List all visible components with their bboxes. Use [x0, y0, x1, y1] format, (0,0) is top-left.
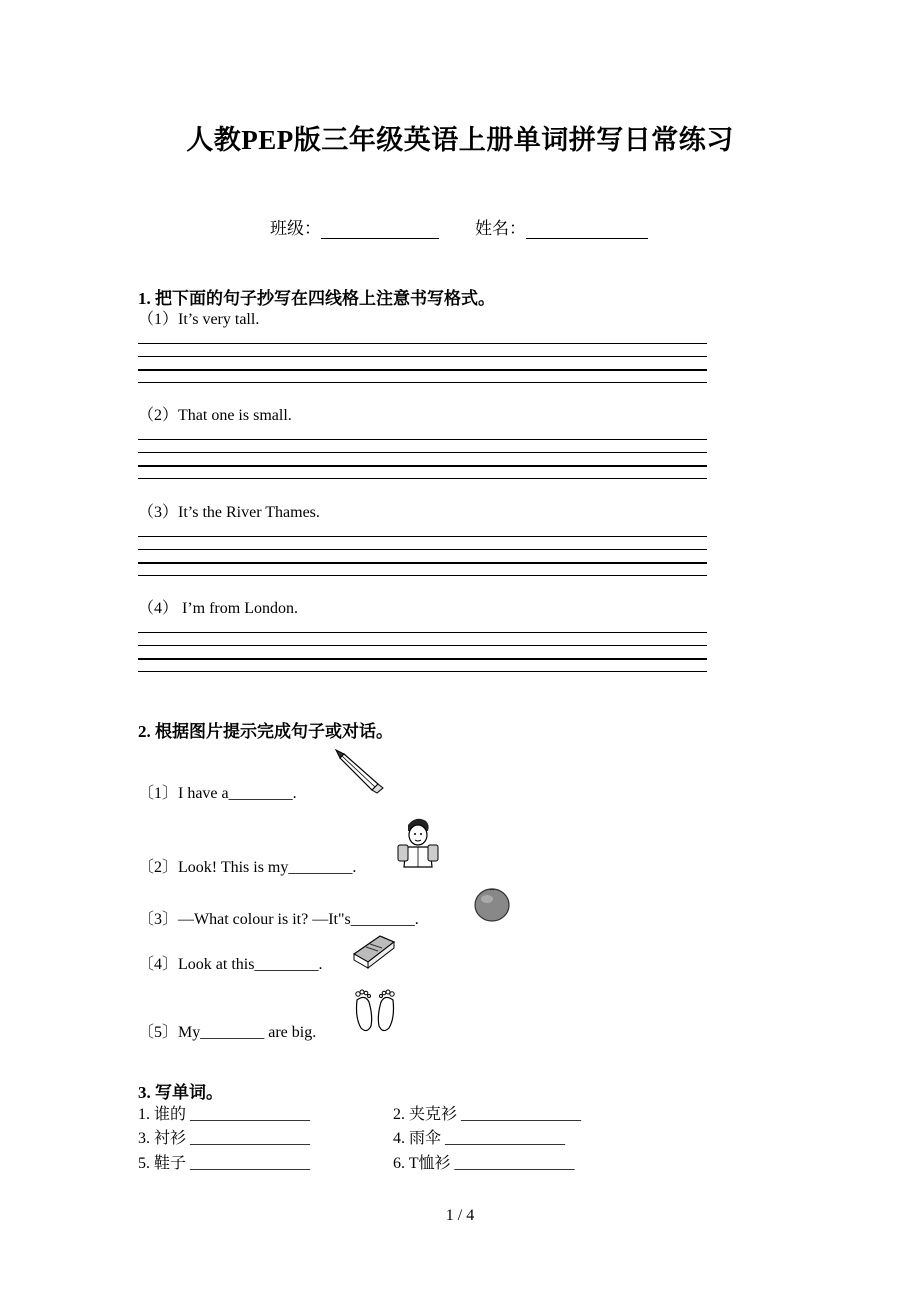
pencil-icon	[332, 748, 388, 794]
section2-heading: 2. 根据图片提示完成句子或对话。	[138, 722, 393, 741]
section1-heading: 1. 把下面的句子抄写在四线格上注意书写格式。	[138, 289, 495, 308]
sentence-2: （2）That one is small.	[138, 407, 292, 424]
picture-item-2: 〔2〕Look! This is my________.	[138, 859, 357, 876]
page-number: 1 / 4	[445, 1207, 475, 1224]
sentence-4: （4） I’m from London.	[138, 600, 298, 617]
four-line-grid-4[interactable]	[138, 632, 707, 674]
schoolbag-boy-icon	[396, 815, 440, 869]
page-title: 人教PEP版三年级英语上册单词拼写日常练习	[186, 125, 734, 155]
sentence-1: （1）It’s very tall.	[138, 311, 260, 328]
word-item-5: 5. 鞋子 _______________	[138, 1155, 311, 1172]
picture-item-5: 〔5〕My________ are big.	[138, 1024, 317, 1041]
word-item-1: 1. 谁的 _______________	[138, 1106, 311, 1123]
class-blank[interactable]	[321, 220, 439, 239]
word-item-6: 6. T恤衫 _______________	[393, 1155, 575, 1172]
four-line-grid-1[interactable]	[138, 343, 707, 385]
word-item-4: 4. 雨伞 _______________	[393, 1130, 566, 1147]
sentence-3: （3）It’s the River Thames.	[138, 504, 320, 521]
word-item-3: 3. 衬衫 _______________	[138, 1130, 311, 1147]
picture-item-4: 〔4〕Look at this________.	[138, 956, 323, 973]
four-line-grid-3[interactable]	[138, 536, 707, 578]
picture-item-3: 〔3〕—What colour is it? —It"s________.	[138, 911, 419, 928]
section3-heading: 3. 写单词。	[138, 1083, 223, 1102]
name-field	[475, 214, 648, 239]
book-icon	[352, 934, 396, 970]
orange-ball-icon	[473, 887, 511, 923]
class-field	[270, 214, 439, 239]
class-label: 班级：	[270, 219, 321, 238]
name-blank[interactable]	[526, 220, 648, 239]
word-item-2: 2. 夹克衫 _______________	[393, 1106, 582, 1123]
name-label: 姓名：	[475, 219, 526, 238]
picture-item-1: 〔1〕I have a________.	[138, 785, 297, 802]
four-line-grid-2[interactable]	[138, 439, 707, 481]
feet-icon	[351, 988, 399, 1034]
